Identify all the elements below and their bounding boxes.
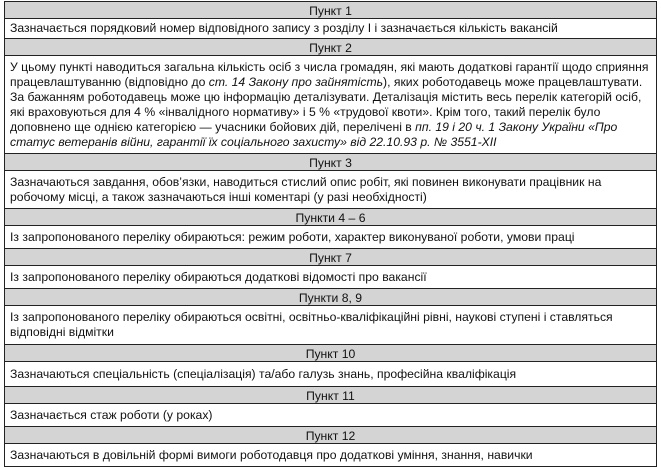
section-body-2 <box>4 55 657 154</box>
section-body-7: Із запропонованого переліку обираються додаткові відомості про вакансії <box>4 265 657 289</box>
section-body-12: Зазначаються в довільній формі вимоги роботодавця про додаткові уміння, знання, навички <box>4 443 657 467</box>
section-header-4-6: Пункти 4 – 6 <box>4 208 657 226</box>
section-header-1: Пункт 1 <box>4 1 657 19</box>
section-body-4-6: Із запропонованого переліку обираються: режим роботи, характер виконуваної роботи, умови праці <box>4 225 657 249</box>
instructions-table <box>4 1 657 467</box>
section-header-11: Пункт 11 <box>4 386 657 404</box>
section-2-ref-a: ст. 14 Закону про зайнятість <box>208 75 384 89</box>
section-body-10: Зазначаються спеціальність (спеціалізація) та/або галузь знань, професійна кваліфікація <box>4 361 657 387</box>
section-header-7: Пункт 7 <box>4 248 657 266</box>
section-2-text-b: ), яких роботодавець може працевлаштувати. За бажанням роботодавець може цю інформацію деталізувати. Деталізація містить весь перелік категорій осіб, які враховуються для 4 % «інвалідного нормативу» і 5 % «трудової квоти». Крім того, такий перелік було доповнено ще однією категорією — учасники бойових дій, перелічені в <box>10 75 643 134</box>
section-header-12: Пункт 12 <box>4 426 657 444</box>
section-header-8-9: Пункти 8, 9 <box>4 288 657 306</box>
section-header-3: Пункт 3 <box>4 153 657 171</box>
section-2-text-a: У цьому пункті наводиться загальна кількість осіб з числа громадян, які мають додаткові гарантії щодо сприяння працевлаштуванню (відповідно до <box>10 60 649 89</box>
section-body-8-9: Із запропонованого переліку обираються освітні, освітньо-кваліфікаційні рівні, наукові ступені і ставляться відповідні відмітки <box>4 305 657 345</box>
section-2-ref-b: пп. 19 і 20 ч. 1 Закону України «Про статус ветеранів війни, гарантії їх соціального захисту» від 22.10.93 р. № 3551-XII <box>10 120 618 149</box>
section-body-3: Зазначаються завдання, обов’язки, наводиться стислий опис робіт, які повинен виконувати працівник на робочому місці, а також зазначаються інші коментарі (у разі необхідності) <box>4 170 657 209</box>
section-header-2: Пункт 2 <box>4 38 657 56</box>
section-body-11: Зазначається стаж роботи (у роках) <box>4 403 657 427</box>
section-header-10: Пункт 10 <box>4 344 657 362</box>
section-body-1: Зазначається порядковий номер відповідного запису з розділу I і зазначається кількість вакансій <box>4 18 657 39</box>
